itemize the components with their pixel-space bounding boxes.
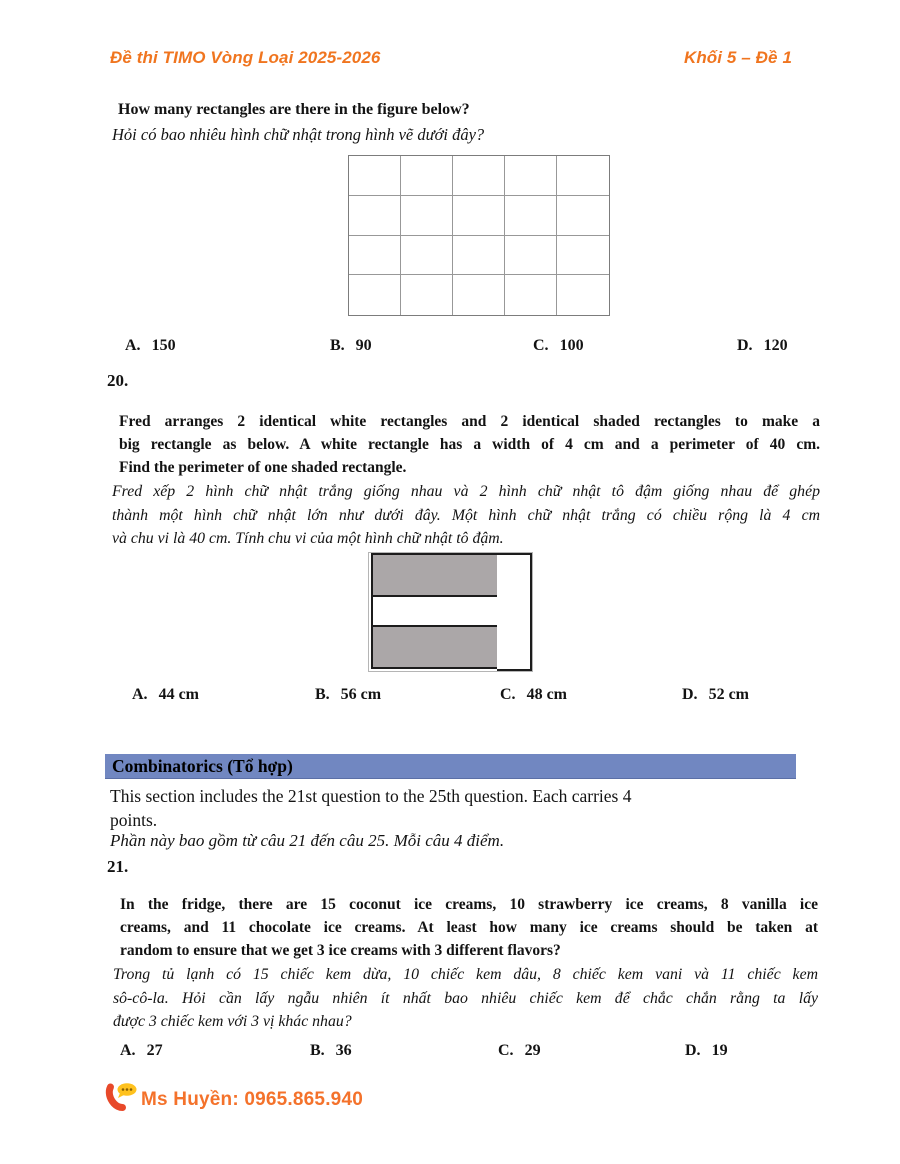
q20-option-b: B. 56 cm: [315, 686, 382, 703]
q19-grid-figure: [348, 155, 610, 316]
q21-question-en: In the fridge, there are 15 coconut ice creams, 10 strawberry ice creams, 8 vanilla ice creams, and 11 chocolate ice creams. At least how many ice creams should be taken at random to ensure that we get 3 ice creams with 3 different flavors?: [120, 896, 818, 960]
q19-question-en: How many rectangles are there in the figure below?: [118, 101, 470, 118]
grid-cell: [349, 156, 401, 196]
phone-chat-icon: [104, 1081, 140, 1113]
grade-label: Khối 5 – Đề 1: [683, 48, 792, 67]
q19-option-a: A. 150: [125, 337, 176, 354]
shaded-rectangle-bottom: [371, 625, 499, 669]
q21-number: 21.: [107, 857, 129, 876]
grid-cell: [505, 196, 557, 236]
grid-cell: [505, 275, 557, 315]
grid-cell: [349, 196, 401, 236]
section-description-en: This section includes the 21st question to the 25th question. Each carries 4 points.: [110, 786, 632, 830]
grid-cell: [349, 236, 401, 276]
page-header: [110, 48, 792, 68]
grid-cell: [349, 275, 401, 315]
grid-cell: [453, 275, 505, 315]
q20-question-vi: Fred xếp 2 hình chữ nhật trắng giống nhau và 2 hình chữ nhật tô đậm giống nhau để ghép thành một hình chữ nhật lớn như dưới đây. Một hình chữ nhật trắng có chiều rộng là 4 cm và chu vi là 40 cm. Tính chu vi của một hình chữ nhật tô đậm.: [112, 483, 820, 548]
white-rectangle-middle: [371, 595, 499, 627]
section-header-bar: [105, 754, 796, 779]
q19-question-vi: Hỏi có bao nhiêu hình chữ nhật trong hình vẽ dưới đây?: [112, 125, 485, 144]
section-description-vi: Phần này bao gồm từ câu 21 đến câu 25. Mỗi câu 4 điểm.: [110, 831, 505, 850]
grid-cell: [401, 236, 453, 276]
q20-option-a: A. 44 cm: [132, 686, 199, 703]
grid-cell: [557, 156, 609, 196]
exam-title: Đề thi TIMO Vòng Loại 2025-2026: [110, 48, 381, 67]
shaded-rectangle-top: [371, 553, 499, 597]
grid-cell: [557, 275, 609, 315]
grid-cell: [505, 236, 557, 276]
contact-info: Ms Huyền: 0965.865.940: [141, 1089, 363, 1110]
q20-option-d: D. 52 cm: [682, 686, 749, 703]
grid-cell: [401, 275, 453, 315]
grid-cell: [453, 236, 505, 276]
q20-options-row: [118, 686, 832, 708]
grid-cell: [505, 156, 557, 196]
q21-option-d: D. 19: [685, 1042, 728, 1059]
q21-option-c: C. 29: [498, 1042, 541, 1059]
grid-cell: [453, 196, 505, 236]
q21-options-row: [118, 1042, 832, 1064]
q19-option-d: D. 120: [737, 337, 788, 354]
q20-option-c: C. 48 cm: [500, 686, 567, 703]
q21-option-a: A. 27: [120, 1042, 163, 1059]
q21-question-vi: Trong tủ lạnh có 15 chiếc kem dừa, 10 chiếc kem dâu, 8 chiếc kem vani và 11 chiếc kem sô-cô-la. Hỏi cần lấy ngẫu nhiên ít nhất bao nhiêu chiếc kem để chắc chắn rằng ta lấy được 3 chiếc kem với 3 vị khác nhau?: [113, 966, 818, 1031]
q20-number: 20.: [107, 371, 129, 390]
grid-cell: [557, 196, 609, 236]
grid-cell: [401, 156, 453, 196]
q20-question-en: Fred arranges 2 identical white rectangles and 2 identical shaded rectangles to make a big rectangle as below. A white rectangle has a width of 4 cm and a perimeter of 40 cm. Find the perimeter of one shaded rectangle.: [119, 413, 820, 477]
q20-left-strips: [371, 553, 499, 671]
q19-option-c: C. 100: [533, 337, 584, 354]
grid-cell: [557, 236, 609, 276]
q19-options-row: [118, 337, 832, 359]
section-title: Combinatorics (Tổ hợp): [112, 756, 293, 776]
grid-cell: [401, 196, 453, 236]
grid-cell: [453, 156, 505, 196]
q19-option-b: B. 90: [330, 337, 372, 354]
q20-rectangle-figure: [368, 552, 533, 672]
q21-option-b: B. 36: [310, 1042, 352, 1059]
white-rectangle-right: [497, 553, 532, 671]
